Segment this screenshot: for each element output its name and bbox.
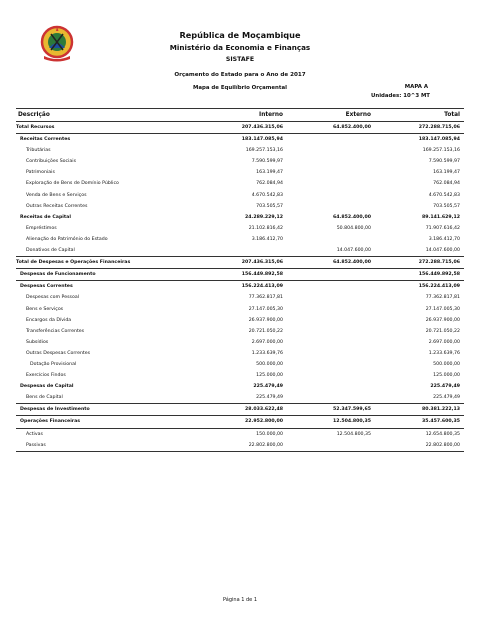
row-description: Encargos da Dívida	[26, 317, 72, 323]
row-total: 12.654.800,35	[425, 431, 460, 437]
row-description: Patrimoniais	[26, 170, 55, 176]
row-total: 163.199,47	[433, 170, 460, 176]
table-row	[16, 167, 464, 178]
row-description: Activas	[26, 431, 43, 437]
row-total: 1.233.639,76	[428, 350, 460, 356]
row-total: 2.697.000,00	[428, 339, 460, 345]
row-external: 12.504.800,35	[333, 419, 371, 425]
table-row	[16, 234, 464, 245]
row-internal: 169.257.153,16	[245, 148, 283, 154]
row-description: Dotação Provisional	[30, 361, 77, 367]
column-header-external: Externo	[345, 112, 371, 118]
row-total: 3.186.412,70	[428, 236, 460, 242]
row-internal: 24.289.229,12	[245, 214, 283, 220]
table-row	[16, 326, 464, 337]
table-row	[16, 429, 464, 440]
row-internal: 207.436.315,06	[241, 260, 283, 266]
row-total: 762.084,94	[433, 181, 460, 187]
table-row	[16, 304, 464, 315]
row-description: Despesas de Capital	[20, 384, 74, 390]
row-internal: 156.224.413,09	[241, 284, 283, 290]
row-internal: 225.479,49	[256, 395, 283, 401]
row-description: Receitas de Capital	[20, 214, 71, 220]
row-external: 52.347.599,65	[333, 407, 371, 413]
table-row	[16, 359, 464, 370]
column-header-description: Descrição	[18, 112, 50, 118]
row-description: Operações Financeiras	[20, 419, 81, 425]
table-row	[16, 315, 464, 326]
row-description: Alienação do Património do Estado	[26, 236, 108, 242]
row-description: Despesas com Pessoal	[26, 295, 80, 301]
row-total: 272.288.715,06	[418, 125, 460, 130]
row-internal: 27.147.005,30	[248, 306, 283, 312]
row-total: 26.937.900,00	[425, 317, 460, 323]
row-total: 20.721.050,22	[425, 328, 460, 334]
row-total: 22.802.800,00	[425, 442, 460, 448]
row-total: 169.257.153,16	[422, 148, 460, 154]
table-row	[16, 292, 464, 303]
row-description: Receitas Correntes	[20, 137, 71, 143]
table-row	[16, 337, 464, 348]
row-internal: 500.000,00	[256, 361, 283, 367]
table-row	[16, 370, 464, 381]
row-total: 89.141.629,12	[422, 214, 460, 220]
row-description: Outras Receitas Correntes	[26, 203, 88, 209]
budget-balance-table	[16, 108, 464, 452]
row-external: 64.852.400,00	[333, 260, 371, 266]
row-external: 50.804.800,00	[336, 225, 371, 231]
row-total: 225.479,49	[433, 395, 460, 401]
row-description: Total de Despesas e Operações Financeiras	[16, 260, 131, 266]
row-internal: 125.000,00	[256, 373, 283, 379]
row-total: 4.670.542,83	[428, 192, 460, 198]
row-internal: 703.505,57	[256, 203, 283, 209]
row-total: 77.362.817,81	[425, 295, 460, 301]
table-row	[16, 416, 464, 428]
row-internal: 20.721.050,22	[248, 328, 283, 334]
units-label: Unidades: 10^3 MT	[370, 93, 430, 99]
row-total: 35.457.600,35	[422, 419, 460, 425]
row-description: Bens e Serviços	[26, 306, 64, 312]
table-row	[16, 122, 464, 134]
map-title: Mapa de Equilíbrio Orçamental	[193, 85, 287, 91]
row-description: Empréstimos	[26, 225, 57, 231]
row-description: Tributárias	[26, 148, 51, 154]
table-row	[16, 348, 464, 359]
row-internal: 163.199,47	[256, 170, 283, 176]
row-internal: 77.362.817,81	[248, 295, 283, 301]
row-total: 156.224.413,09	[418, 284, 460, 290]
row-total: 500.000,00	[433, 361, 460, 367]
row-total: 272.288.715,06	[418, 260, 460, 266]
row-internal: 22.802.800,00	[248, 442, 283, 448]
row-description: Exercícios Findos	[26, 373, 66, 379]
row-internal: 183.147.085,94	[241, 137, 283, 143]
row-internal: 22.952.800,00	[245, 419, 283, 425]
ministry-title: Ministério da Economia e Finanças	[169, 43, 311, 52]
table-row	[16, 440, 464, 452]
table-row	[16, 201, 464, 212]
row-external: 14.047.600,00	[336, 248, 371, 254]
row-description: Transferências Correntes	[26, 328, 85, 334]
row-description: Passivas	[26, 442, 46, 448]
row-description: Total Recursos	[16, 125, 55, 130]
column-header-total: Total	[444, 112, 460, 118]
table-row	[16, 134, 464, 145]
row-total: 27.147.005,30	[425, 306, 460, 312]
table-row	[16, 145, 464, 156]
row-internal: 21.102.816,42	[248, 225, 283, 231]
budget-title: Orçamento do Estado para o Ano de 2017	[174, 72, 306, 78]
row-description: Contribuições Sociais	[26, 159, 77, 165]
row-total: 125.000,00	[433, 373, 460, 379]
republic-title: República de Moçambique	[179, 30, 301, 40]
row-internal: 4.670.542,83	[251, 192, 283, 198]
row-description: Despesas de Investimento	[20, 407, 90, 413]
table-row	[16, 245, 464, 256]
table-row	[16, 178, 464, 189]
table-row	[16, 212, 464, 223]
row-total: 14.047.600,00	[425, 248, 460, 254]
row-description: Outras Despesas Correntes	[26, 350, 91, 356]
row-external: 12.504.800,35	[336, 431, 371, 437]
table-header	[16, 108, 464, 122]
row-internal: 156.449.892,58	[241, 272, 283, 278]
map-code: MAPA A	[404, 84, 428, 90]
row-total: 156.449.892,58	[418, 272, 460, 278]
row-total: 703.505,57	[433, 203, 460, 209]
row-internal: 150.000,00	[256, 431, 283, 437]
table-row	[16, 269, 464, 281]
row-total: 225.479,49	[430, 384, 460, 390]
row-internal: 762.084,94	[256, 181, 283, 187]
row-description: Venda de Bens e Serviços	[26, 192, 87, 198]
row-total: 80.381.222,13	[422, 407, 460, 413]
system-title: SISTAFE	[225, 56, 255, 63]
row-internal: 7.590.599,97	[251, 159, 283, 165]
table-row	[16, 190, 464, 201]
table-row	[16, 381, 464, 392]
table-row	[16, 156, 464, 167]
row-description: Bens de Capital	[26, 395, 63, 401]
page-footer: Página 1 de 1	[222, 597, 258, 603]
row-internal: 2.697.000,00	[251, 339, 283, 345]
table-row	[16, 403, 464, 416]
table-row	[16, 256, 464, 269]
row-total: 71.907.616,42	[425, 225, 460, 231]
row-description: Subsídios	[26, 339, 49, 345]
row-description: Exploração de Bens de Domínio Público	[26, 181, 119, 187]
row-internal: 225.479,49	[253, 384, 283, 390]
row-total: 183.147.085,94	[418, 137, 460, 143]
table-row	[16, 281, 464, 292]
row-internal: 1.233.639,76	[251, 350, 283, 356]
row-description: Despesas Correntes	[20, 284, 73, 290]
row-internal: 28.033.622,48	[245, 407, 283, 413]
row-external: 64.852.400,00	[333, 125, 371, 130]
row-internal: 207.436.315,06	[241, 125, 283, 130]
table-row	[16, 223, 464, 234]
row-description: Donativos de Capital	[26, 248, 75, 254]
column-header-internal: Interno	[259, 112, 283, 118]
table-row	[16, 392, 464, 403]
row-total: 7.590.599,97	[428, 159, 460, 165]
row-internal: 3.186.412,70	[251, 236, 283, 242]
row-internal: 26.937.900,00	[248, 317, 283, 323]
row-external: 64.852.400,00	[333, 214, 371, 220]
row-description: Despesas de Funcionamento	[20, 272, 96, 278]
